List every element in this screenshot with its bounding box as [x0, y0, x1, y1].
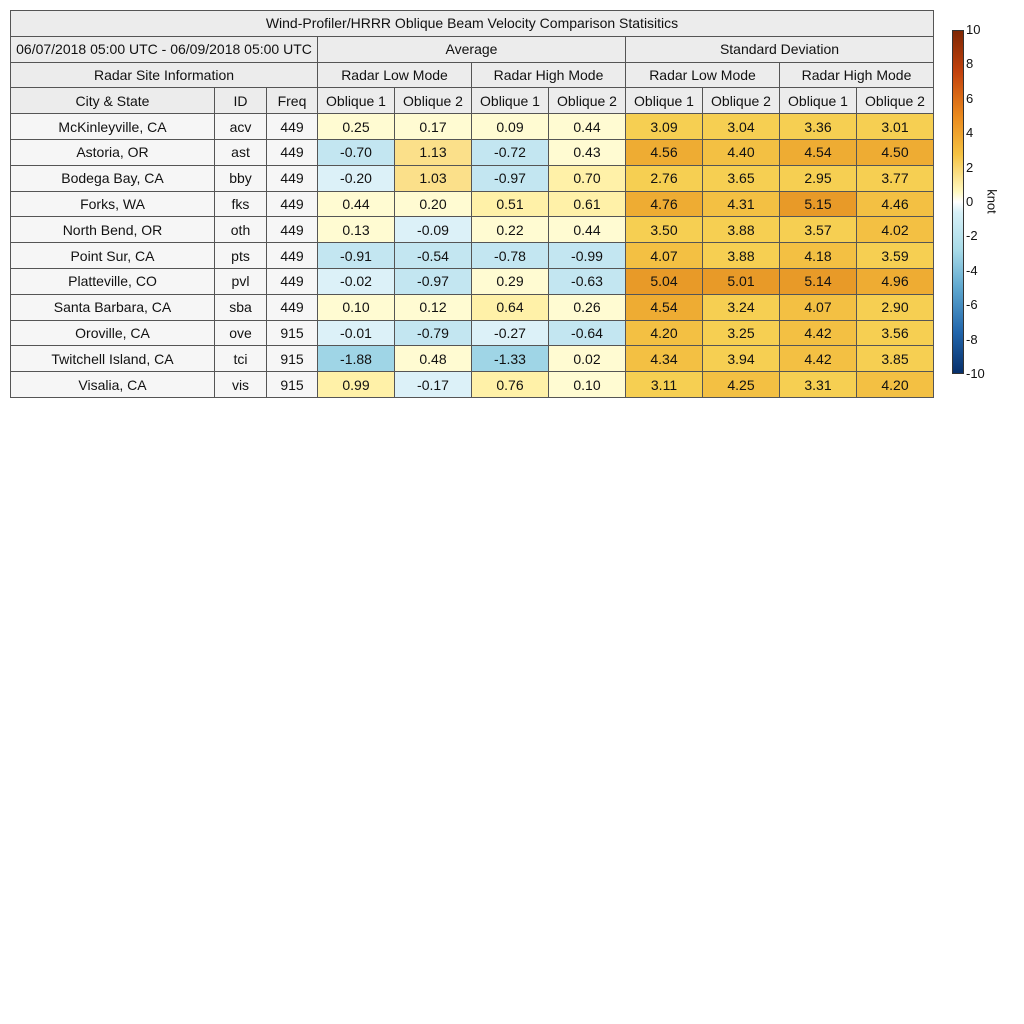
col-header-std-high-oblique-2: Oblique 2 — [857, 88, 934, 114]
colorbar-tick-label: 6 — [966, 90, 974, 106]
cell-std-high-oblique-1: 5.15 — [780, 191, 857, 217]
cell-std-high-oblique-1: 4.07 — [780, 294, 857, 320]
cell-std-high-oblique-1: 3.31 — [780, 372, 857, 398]
cell-id: vis — [215, 372, 267, 398]
cell-city: Point Sur, CA — [11, 243, 215, 269]
cell-avg-high-oblique-2: -0.63 — [549, 268, 626, 294]
cell-freq: 915 — [267, 320, 318, 346]
table-row — [11, 165, 934, 191]
cell-avg-low-oblique-1: 0.99 — [318, 372, 395, 398]
cell-std-low-oblique-1: 4.76 — [626, 191, 703, 217]
colorbar-tick-label: -2 — [966, 228, 978, 244]
cell-freq: 449 — [267, 217, 318, 243]
cell-avg-low-oblique-2: 0.17 — [395, 114, 472, 140]
col-header-avg-low-oblique-2: Oblique 2 — [395, 88, 472, 114]
cell-avg-high-oblique-2: 0.70 — [549, 165, 626, 191]
cell-avg-high-oblique-2: 0.43 — [549, 139, 626, 165]
avg-low-mode-header: Radar Low Mode — [318, 62, 472, 88]
cell-avg-high-oblique-2: 0.02 — [549, 346, 626, 372]
cell-std-low-oblique-1: 4.56 — [626, 139, 703, 165]
colorbar-tick-label: -8 — [966, 331, 978, 347]
col-header-avg-low-oblique-1: Oblique 1 — [318, 88, 395, 114]
average-group-header: Average — [318, 36, 626, 62]
cell-std-high-oblique-1: 4.18 — [780, 243, 857, 269]
site-info-header: Radar Site Information — [11, 62, 318, 88]
cell-std-high-oblique-2: 3.85 — [857, 346, 934, 372]
cell-std-low-oblique-2: 3.04 — [703, 114, 780, 140]
cell-std-high-oblique-2: 3.77 — [857, 165, 934, 191]
cell-std-low-oblique-2: 3.94 — [703, 346, 780, 372]
cell-id: ast — [215, 139, 267, 165]
cell-freq: 449 — [267, 114, 318, 140]
std-low-mode-header: Radar Low Mode — [626, 62, 780, 88]
cell-avg-high-oblique-1: 0.51 — [472, 191, 549, 217]
table-row — [11, 191, 934, 217]
cell-std-low-oblique-1: 4.07 — [626, 243, 703, 269]
cell-avg-high-oblique-1: 0.22 — [472, 217, 549, 243]
cell-std-high-oblique-1: 3.36 — [780, 114, 857, 140]
colorbar-tick-label: 10 — [966, 22, 981, 37]
cell-std-low-oblique-2: 4.31 — [703, 191, 780, 217]
cell-id: ove — [215, 320, 267, 346]
cell-freq: 915 — [267, 372, 318, 398]
col-header-city: City & State — [11, 88, 215, 114]
cell-id: pts — [215, 243, 267, 269]
col-header-std-high-oblique-1: Oblique 1 — [780, 88, 857, 114]
cell-avg-low-oblique-1: -0.91 — [318, 243, 395, 269]
table-row — [11, 294, 934, 320]
cell-avg-high-oblique-1: -0.97 — [472, 165, 549, 191]
cell-std-high-oblique-1: 2.95 — [780, 165, 857, 191]
cell-avg-low-oblique-1: -1.88 — [318, 346, 395, 372]
cell-std-high-oblique-2: 4.96 — [857, 268, 934, 294]
cell-city: Twitchell Island, CA — [11, 346, 215, 372]
cell-freq: 449 — [267, 165, 318, 191]
period-label: 06/07/2018 05:00 UTC - 06/09/2018 05:00 UTC — [11, 36, 318, 62]
statistics-table — [10, 10, 934, 398]
cell-std-high-oblique-1: 4.54 — [780, 139, 857, 165]
cell-avg-high-oblique-1: 0.76 — [472, 372, 549, 398]
cell-avg-low-oblique-2: 1.03 — [395, 165, 472, 191]
col-header-std-low-oblique-2: Oblique 2 — [703, 88, 780, 114]
cell-city: Platteville, CO — [11, 268, 215, 294]
cell-avg-low-oblique-2: -0.54 — [395, 243, 472, 269]
cell-city: Santa Barbara, CA — [11, 294, 215, 320]
col-header-freq: Freq — [267, 88, 318, 114]
cell-avg-high-oblique-1: -0.27 — [472, 320, 549, 346]
cell-std-high-oblique-2: 3.01 — [857, 114, 934, 140]
table-row — [11, 320, 934, 346]
cell-std-low-oblique-2: 3.88 — [703, 243, 780, 269]
cell-avg-high-oblique-1: -0.72 — [472, 139, 549, 165]
cell-std-high-oblique-2: 4.02 — [857, 217, 934, 243]
cell-freq: 915 — [267, 346, 318, 372]
cell-std-high-oblique-1: 4.42 — [780, 320, 857, 346]
colorbar-tick-label: -6 — [966, 297, 978, 313]
cell-std-high-oblique-1: 4.42 — [780, 346, 857, 372]
cell-std-low-oblique-1: 4.54 — [626, 294, 703, 320]
cell-std-low-oblique-1: 2.76 — [626, 165, 703, 191]
col-header-avg-high-oblique-1: Oblique 1 — [472, 88, 549, 114]
cell-avg-low-oblique-2: 0.48 — [395, 346, 472, 372]
cell-city: North Bend, OR — [11, 217, 215, 243]
cell-freq: 449 — [267, 243, 318, 269]
cell-avg-low-oblique-2: 0.20 — [395, 191, 472, 217]
colorbar-tick-label: -10 — [966, 366, 985, 381]
cell-avg-low-oblique-1: 0.25 — [318, 114, 395, 140]
cell-std-high-oblique-2: 2.90 — [857, 294, 934, 320]
cell-id: bby — [215, 165, 267, 191]
cell-std-low-oblique-2: 4.40 — [703, 139, 780, 165]
colorbar-tick-label: 2 — [966, 159, 974, 175]
cell-std-low-oblique-1: 4.20 — [626, 320, 703, 346]
cell-avg-low-oblique-2: -0.97 — [395, 268, 472, 294]
cell-std-low-oblique-2: 3.24 — [703, 294, 780, 320]
table-title: Wind-Profiler/HRRR Oblique Beam Velocity Comparison Statisitics — [11, 11, 934, 37]
cell-avg-low-oblique-1: -0.01 — [318, 320, 395, 346]
colorbar — [952, 30, 964, 374]
cell-id: fks — [215, 191, 267, 217]
table-row — [11, 268, 934, 294]
cell-std-low-oblique-2: 3.25 — [703, 320, 780, 346]
cell-avg-high-oblique-2: -0.99 — [549, 243, 626, 269]
cell-avg-high-oblique-2: 0.26 — [549, 294, 626, 320]
colorbar-unit-label: knot — [984, 189, 1000, 214]
colorbar-tick-label: 4 — [966, 125, 974, 141]
cell-id: sba — [215, 294, 267, 320]
cell-avg-low-oblique-1: 0.10 — [318, 294, 395, 320]
table-row — [11, 346, 934, 372]
cell-std-low-oblique-1: 3.09 — [626, 114, 703, 140]
cell-std-low-oblique-1: 3.11 — [626, 372, 703, 398]
cell-city: Forks, WA — [11, 191, 215, 217]
cell-avg-high-oblique-1: -1.33 — [472, 346, 549, 372]
cell-std-high-oblique-2: 4.20 — [857, 372, 934, 398]
cell-std-low-oblique-2: 5.01 — [703, 268, 780, 294]
colorbar-tick-label: 8 — [966, 56, 974, 72]
cell-freq: 449 — [267, 268, 318, 294]
cell-id: acv — [215, 114, 267, 140]
cell-city: Bodega Bay, CA — [11, 165, 215, 191]
col-header-std-low-oblique-1: Oblique 1 — [626, 88, 703, 114]
cell-freq: 449 — [267, 191, 318, 217]
cell-city: Oroville, CA — [11, 320, 215, 346]
cell-avg-low-oblique-1: 0.44 — [318, 191, 395, 217]
col-header-id: ID — [215, 88, 267, 114]
cell-avg-high-oblique-1: 0.09 — [472, 114, 549, 140]
cell-avg-low-oblique-1: -0.02 — [318, 268, 395, 294]
cell-avg-low-oblique-2: -0.79 — [395, 320, 472, 346]
cell-city: Astoria, OR — [11, 139, 215, 165]
cell-id: tci — [215, 346, 267, 372]
cell-std-high-oblique-1: 5.14 — [780, 268, 857, 294]
cell-avg-high-oblique-2: 0.10 — [549, 372, 626, 398]
cell-std-low-oblique-1: 3.50 — [626, 217, 703, 243]
cell-avg-high-oblique-2: 0.61 — [549, 191, 626, 217]
cell-std-low-oblique-2: 3.88 — [703, 217, 780, 243]
cell-avg-low-oblique-2: -0.17 — [395, 372, 472, 398]
cell-avg-low-oblique-1: -0.20 — [318, 165, 395, 191]
colorbar-tick-label: 0 — [966, 194, 974, 209]
std-group-header: Standard Deviation — [626, 36, 934, 62]
cell-avg-low-oblique-1: -0.70 — [318, 139, 395, 165]
cell-avg-low-oblique-1: 0.13 — [318, 217, 395, 243]
cell-std-high-oblique-2: 3.56 — [857, 320, 934, 346]
table-row — [11, 372, 934, 398]
std-high-mode-header: Radar High Mode — [780, 62, 934, 88]
cell-std-high-oblique-2: 3.59 — [857, 243, 934, 269]
cell-std-low-oblique-1: 4.34 — [626, 346, 703, 372]
cell-avg-low-oblique-2: -0.09 — [395, 217, 472, 243]
cell-avg-high-oblique-1: 0.64 — [472, 294, 549, 320]
table-row — [11, 243, 934, 269]
cell-avg-high-oblique-2: 0.44 — [549, 217, 626, 243]
cell-std-high-oblique-2: 4.50 — [857, 139, 934, 165]
cell-city: Visalia, CA — [11, 372, 215, 398]
cell-avg-low-oblique-2: 1.13 — [395, 139, 472, 165]
cell-freq: 449 — [267, 139, 318, 165]
cell-std-low-oblique-1: 5.04 — [626, 268, 703, 294]
cell-avg-high-oblique-1: -0.78 — [472, 243, 549, 269]
cell-freq: 449 — [267, 294, 318, 320]
cell-avg-low-oblique-2: 0.12 — [395, 294, 472, 320]
cell-avg-high-oblique-1: 0.29 — [472, 268, 549, 294]
cell-std-low-oblique-2: 3.65 — [703, 165, 780, 191]
avg-high-mode-header: Radar High Mode — [472, 62, 626, 88]
col-header-avg-high-oblique-2: Oblique 2 — [549, 88, 626, 114]
cell-std-low-oblique-2: 4.25 — [703, 372, 780, 398]
cell-std-high-oblique-2: 4.46 — [857, 191, 934, 217]
cell-city: McKinleyville, CA — [11, 114, 215, 140]
cell-avg-high-oblique-2: -0.64 — [549, 320, 626, 346]
table-row — [11, 114, 934, 140]
table-row — [11, 139, 934, 165]
cell-avg-high-oblique-2: 0.44 — [549, 114, 626, 140]
table-row — [11, 217, 934, 243]
cell-id: pvl — [215, 268, 267, 294]
cell-id: oth — [215, 217, 267, 243]
colorbar-tick-label: -4 — [966, 262, 978, 278]
cell-std-high-oblique-1: 3.57 — [780, 217, 857, 243]
